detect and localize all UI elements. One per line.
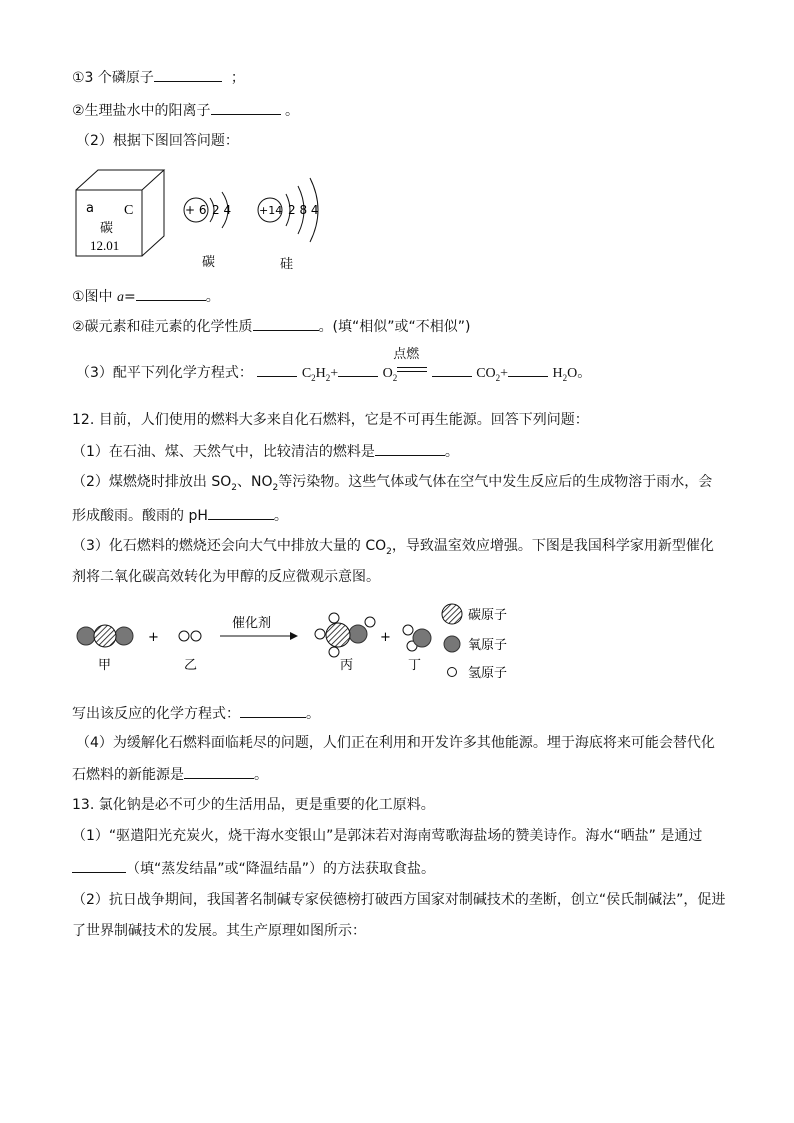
cell-symbol: C: [124, 203, 134, 218]
answer-blank[interactable]: [72, 858, 126, 873]
q13-part1-line2: （填“蒸发结晶”或“降温结晶”）的方法获取食盐。: [72, 858, 435, 879]
q12-intro: 12. 目前，人们使用的燃料大多来自化石燃料，它是不可再生能源。回答下列问题：: [72, 412, 589, 428]
legend-hydrogen: 氢原子: [468, 666, 508, 681]
element-diagram: [72, 164, 352, 276]
carbon-shells: 2 4: [212, 203, 232, 217]
q11-item-4: ②碳元素和硅元素的化学性质 。(填“相似”或“不相似”): [72, 316, 471, 337]
q12-part1: （1）在石油、煤、天然气中，比较清洁的燃料是 。: [72, 441, 459, 462]
answer-blank[interactable]: [154, 67, 222, 82]
cell-number-a: a: [86, 201, 94, 216]
cell-name: 碳: [100, 221, 114, 236]
silicon-nucleus: +14: [259, 204, 283, 217]
answer-blank[interactable]: [253, 316, 319, 331]
q11-item-2: ②生理盐水中的阳离子 。: [72, 100, 299, 121]
q11-part3: （3）配平下列化学方程式： $C_2H_2+ O_2$ 点燃 $CO_2+ H_2O$。: [76, 347, 592, 383]
label-bing: 丙: [340, 658, 354, 673]
catalyst-label: 催化剂: [232, 616, 272, 631]
q11-part2-title: （2）根据下图回答问题：: [76, 133, 239, 149]
legend-carbon: 碳原子: [468, 608, 508, 623]
silicon-label: 硅: [280, 257, 294, 272]
element-cell: [76, 170, 164, 256]
q12-part4-line1: （4）为缓解化石燃料面临耗尽的问题，人们正在利用和开发许多其他能源。埋于海底将来可能会替代化: [76, 735, 715, 751]
q13-part2-line1: （2）抗日战争期间，我国著名制碱专家侯德榜打破西方国家对制碱技术的垄断，创立“侯氏制碱法”，促进: [72, 892, 726, 908]
answer-blank[interactable]: [338, 362, 378, 377]
q12-part4-line2: 石燃料的新能源是 。: [72, 764, 268, 785]
q12-part3-line1: （3）化石燃料的燃烧还会向大气中排放大量的 $CO_2$，导致温室效应增强。下图是我国科学家用新型催化: [72, 538, 714, 557]
q12-part2-line1: （2）煤燃烧时排放出 $SO_2$、$NO_2$等污染物。这些气体或气体在空气中发生反应后的生成物溶于雨水，会: [72, 474, 713, 493]
carbon-nucleus: + 6: [185, 203, 207, 217]
answer-blank[interactable]: [208, 505, 274, 520]
answer-blank[interactable]: [432, 362, 472, 377]
answer-blank[interactable]: [508, 362, 548, 377]
q11-item-3: ①图中 a= 。: [72, 286, 220, 308]
cell-mass: 12.01: [90, 238, 120, 253]
plus-sign: +: [380, 630, 391, 645]
molecule-jia: [77, 625, 133, 673]
silicon-shells: 2 8 4: [288, 203, 319, 217]
q13-part2-line2: 了世界制碱技术的发展。其生产原理如图所示：: [72, 923, 366, 939]
answer-blank[interactable]: [240, 703, 306, 718]
q11-item-1: ①3 个磷原子 ；: [72, 67, 245, 88]
molecule-ding: [403, 625, 431, 673]
label-yi: 乙: [184, 658, 198, 673]
q12-part3-equation: 写出该反应的化学方程式： 。: [72, 703, 320, 724]
q12-part3-line2: 剂将二氧化碳高效转化为甲醇的反应微观示意图。: [72, 569, 380, 585]
legend: [442, 604, 507, 681]
molecule-yi: [179, 631, 201, 673]
label-ding: 丁: [408, 658, 422, 673]
reaction-condition: 点燃: [397, 363, 427, 383]
plus-sign: +: [148, 630, 159, 645]
molecule-bing: [315, 613, 375, 673]
answer-blank[interactable]: [136, 286, 206, 301]
reaction-micro-diagram: [72, 598, 532, 684]
q12-part2-line2: 形成酸雨。酸雨的 pH 。: [72, 505, 288, 526]
carbon-label: 碳: [202, 255, 216, 270]
answer-blank[interactable]: [211, 100, 281, 115]
label-jia: 甲: [98, 658, 112, 673]
q13-intro: 13. 氯化钠是必不可少的生活用品，更是重要的化工原料。: [72, 797, 435, 813]
silicon-atom-structure: [258, 178, 319, 272]
legend-oxygen: 氧原子: [468, 638, 508, 653]
answer-blank[interactable]: [184, 764, 254, 779]
q13-part1-line1: （1）“驱遣阳光充炭火，烧干海水变银山”是郭沫若对海南莺歌海盐场的赞美诗作。海水“晒盐” 是通过: [72, 828, 703, 844]
answer-blank[interactable]: [375, 441, 445, 456]
answer-blank[interactable]: [257, 362, 297, 377]
carbon-atom-structure: [184, 192, 231, 270]
